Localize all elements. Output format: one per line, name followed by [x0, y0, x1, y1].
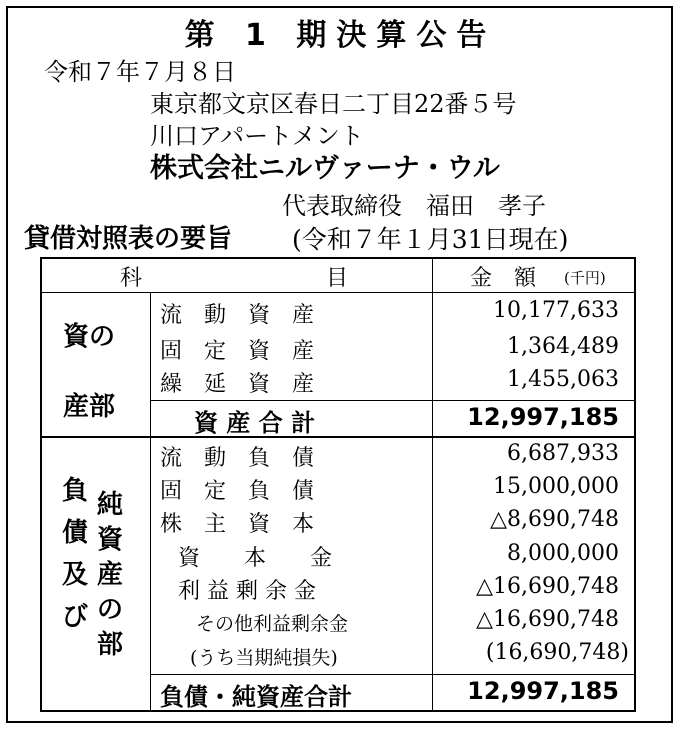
header-unit: (千円)	[564, 269, 606, 287]
liability-row-label: 利 益 剰 余 金	[178, 579, 316, 604]
net-assets-group-label: 純資産の部	[97, 490, 124, 660]
asset-row-value: 1,364,489	[507, 334, 619, 359]
liabilities-total-label: 負債・純資産合計	[160, 683, 352, 711]
statement-subtitle: 貸借対照表の要旨	[24, 224, 233, 254]
liability-row-value: (16,690,748)	[485, 640, 629, 665]
liability-row-value: △16,690,748	[476, 574, 619, 599]
asset-row-label: 流 動 資 産	[160, 303, 315, 328]
liabilities-group-label: 負債及び	[62, 476, 89, 632]
liability-row-label: その他利益剰余金	[196, 613, 349, 635]
liability-row-label: (うち当期純損失)	[190, 647, 338, 669]
liability-row-value: 15,000,000	[493, 474, 619, 499]
liability-row-label: 資 本 金	[178, 546, 333, 571]
header-divider	[40, 292, 636, 293]
section-divider	[40, 436, 636, 438]
assets-total-divider	[150, 400, 636, 401]
liability-row-label: 固 定 負 債	[160, 479, 315, 504]
company-building: 川口アパートメント	[150, 122, 364, 150]
notice-date: 令和７年７月８日	[44, 58, 236, 86]
notice-title: 第 1 期決算公告	[184, 18, 497, 53]
liabilities-total-divider	[150, 674, 636, 675]
representative: 代表取締役 福田 孝子	[282, 192, 546, 220]
assets-total-label: 資 産 合 計	[194, 409, 316, 437]
group-column-divider	[150, 292, 151, 712]
liability-row-value: 8,000,000	[507, 541, 619, 566]
header-item-2: 目	[326, 266, 349, 291]
asset-row-label: 固 定 資 産	[160, 339, 315, 364]
amount-column-divider	[432, 257, 433, 712]
as-of-date: (令和７年１月31日現在)	[292, 225, 569, 254]
header-item-1: 科	[120, 266, 143, 291]
header-amount: 金 額	[470, 266, 537, 291]
company-address: 東京都文京区春日二丁目22番５号	[150, 90, 517, 118]
liability-row-label: 流 動 負 債	[160, 446, 315, 471]
liability-row-value: △8,690,748	[490, 507, 619, 532]
liability-row-value: 6,687,933	[507, 441, 619, 466]
asset-row-label: 繰 延 資 産	[160, 372, 315, 397]
company-name: 株式会社ニルヴァーナ・ウル	[150, 153, 500, 184]
assets-group-label-bottom: 産部	[63, 392, 116, 422]
assets-total-value: 12,997,185	[467, 403, 619, 431]
liabilities-total-value: 12,997,185	[467, 677, 619, 705]
asset-row-value: 1,455,063	[507, 367, 619, 392]
liability-row-value: △16,690,748	[476, 607, 619, 632]
asset-row-value: 10,177,633	[493, 298, 619, 323]
assets-group-label-top: 資の	[63, 322, 116, 352]
liability-row-label: 株 主 資 本	[160, 512, 315, 537]
